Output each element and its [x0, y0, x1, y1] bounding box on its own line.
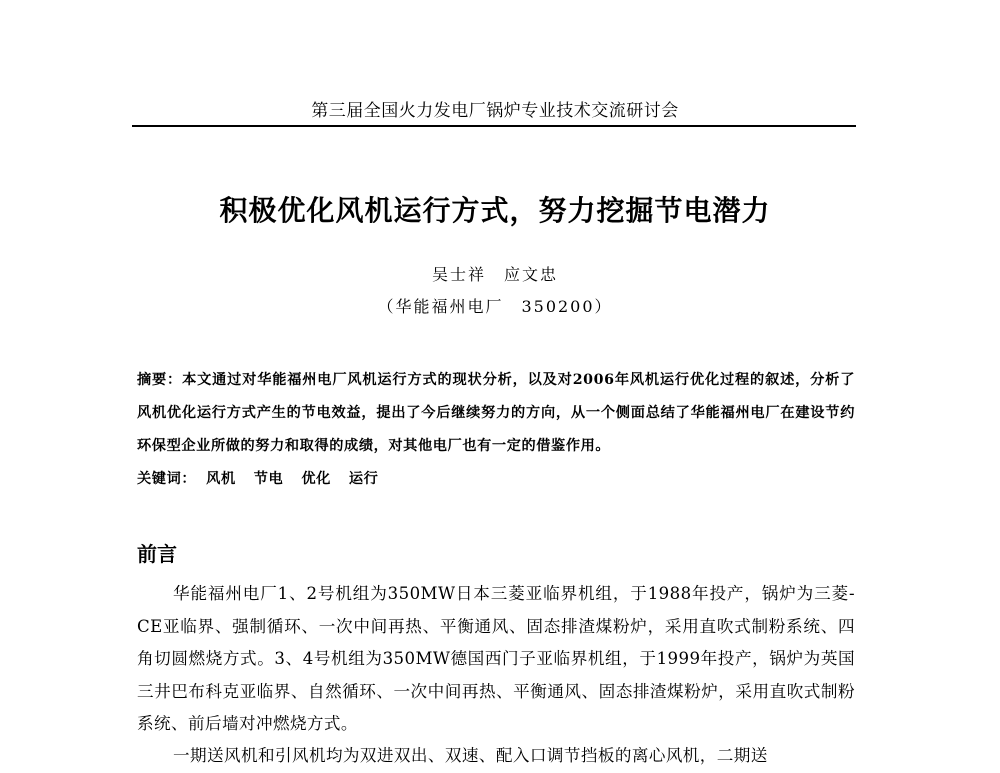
header-divider — [132, 125, 856, 127]
keyword-item: 风机 — [206, 471, 236, 487]
paper-affiliation: （华能福州电厂 350200） — [377, 297, 613, 316]
keyword-item: 优化 — [301, 471, 331, 487]
keywords-label: 关键词： — [137, 471, 197, 487]
body-paragraph: 一期送风机和引风机均为双进双出、双速、配入口调节挡板的离心风机，二期送 — [173, 746, 768, 765]
abstract-text: 本文通过对华能福州电厂风机运行方式的现状分析，以及对2006年风机运行优化过程的叙述，分析了风机优化运行方式产生的节电效益，提出了今后继续努力的方向，从一个侧面总结了华能福州电厂在建设节约环保型企业所做的努力和取得的成绩，对其他电厂也有一定的借鉴作用。 — [137, 372, 855, 454]
body-paragraph: 华能福州电厂1、2号机组为350MW日本三菱亚临界机组，于1988年投产，锅炉为三菱-CE亚临界、强制循环、一次中间再热、平衡通风、固态排渣煤粉炉，采用直吹式制粉系统、四角切圆燃烧方式。3、4号机组为350MW德国西门子亚临界机组，于1999年投产，锅炉为英国三井巴布科克亚临界、自然循环、一次中间再热、平衡通风、固态排渣煤粉炉，采用直吹式制粉系统、前后墙对冲燃烧方式。 — [137, 584, 855, 733]
paper-title: 积极优化风机运行方式，努力挖掘节电潜力 — [219, 194, 771, 227]
abstract-label: 摘要： — [137, 372, 183, 388]
abstract — [137, 364, 855, 463]
keyword-item: 节电 — [253, 471, 284, 487]
keywords — [137, 463, 855, 496]
conference-header: 第三届全国火力发电厂锅炉专业技术交流研讨会 — [311, 101, 679, 121]
keyword-item: 运行 — [348, 471, 379, 487]
section-heading: 前言 — [137, 542, 177, 566]
paper-authors: 吴士祥 应文忠 — [431, 265, 558, 284]
